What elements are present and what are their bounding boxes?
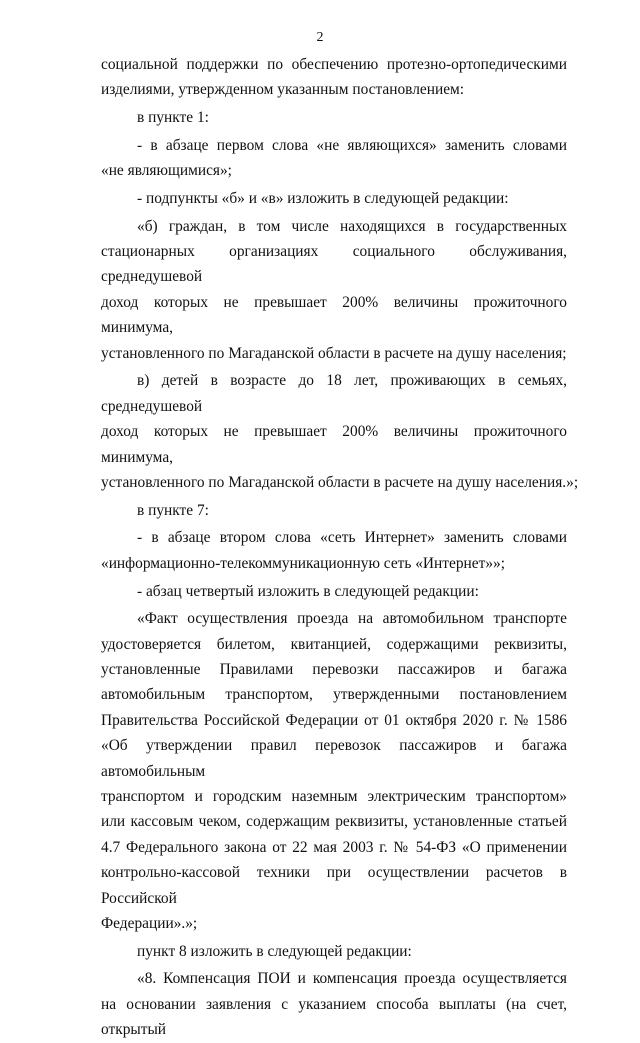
text-line: автомобильным транспортом, утвержденными постановлением <box>101 686 567 704</box>
text-line: «не являющимися»; <box>101 162 232 180</box>
text-line: «б) граждан, в том числе находящихся в государственных <box>137 217 567 235</box>
paragraph <box>101 498 567 523</box>
paragraph <box>101 214 567 366</box>
text-line: изделиями, утвержденном указанным постановлением: <box>101 81 465 99</box>
text-line: контрольно-кассовой техники при осуществлении расчетов в Российской <box>101 864 567 907</box>
text-line: «Факт осуществления проезда на автомобильном транспорте <box>137 610 567 628</box>
text-line: «8. Компенсация ПОИ и компенсация проезда осуществляется <box>137 970 567 988</box>
text-line: Федерации».»; <box>101 915 198 933</box>
paragraph <box>101 606 567 936</box>
text-line: доход которых не превышает 200% величины прожиточного минимума, <box>101 293 567 337</box>
text-line: транспортом и городским наземным электрическим транспортом» <box>101 788 567 806</box>
paragraph <box>101 52 567 103</box>
text-line: в пункте 1: <box>137 109 209 127</box>
text-line: в) детей в возрасте до 18 лет, проживающих в семьях, среднедушевой <box>101 372 567 415</box>
paragraph <box>101 939 567 964</box>
paragraph <box>101 966 567 1042</box>
paragraph <box>101 368 579 495</box>
text-line: в пункте 7: <box>137 501 209 519</box>
paragraph <box>101 186 567 211</box>
text-line: 4.7 Федерального закона от 22 мая 2003 г. № 54-ФЗ «О применении <box>101 838 567 856</box>
text-line: пункт 8 изложить в следующей редакции: <box>137 942 412 960</box>
text-line: социальной поддержки по обеспечению протезно-ортопедическими <box>101 56 567 73</box>
text-line: на основании заявления с указанием способа выплаты (на счет, открытый <box>101 995 567 1039</box>
text-line: «Об утверждении правил перевозок пассажиров и багажа автомобильным <box>101 737 567 780</box>
text-line: установленного по Магаданской области в расчете на душу населения; <box>101 344 567 362</box>
paragraph <box>101 579 567 604</box>
text-line: Правительства Российской Федерации от 01 октября 2020 г. № 1586 <box>101 711 567 729</box>
paragraph <box>101 525 567 576</box>
text-line: или кассовым чеком, содержащим реквизиты, установленные статьей <box>101 813 567 831</box>
paragraph <box>101 133 567 184</box>
paragraph <box>101 105 567 130</box>
text-line: - абзац четвертый изложить в следующей редакции: <box>137 582 479 600</box>
text-line: - в абзаце втором слова «сеть Интернет» заменить словами <box>137 529 567 547</box>
text-line: удостоверяется билетом, квитанцией, содержащими реквизиты, <box>101 635 567 653</box>
text-line: - в абзаце первом слова «не являющихся» заменить словами <box>137 136 567 154</box>
text-line: - подпункты «б» и «в» изложить в следующей редакции: <box>137 189 509 207</box>
page-number: 2 <box>316 30 324 45</box>
document-body <box>101 52 579 1043</box>
text-line: «информационно-телекоммуникационную сеть «Интернет»»; <box>101 554 505 572</box>
text-line: установленные Правилами перевозки пассажиров и багажа <box>101 661 567 679</box>
text-line: установленного по Магаданской области в расчете на душу населения.»; <box>101 473 579 491</box>
text-line: доход которых не превышает 200% величины прожиточного минимума, <box>101 423 567 466</box>
text-line: стационарных организациях социального обслуживания, среднедушевой <box>101 243 567 286</box>
